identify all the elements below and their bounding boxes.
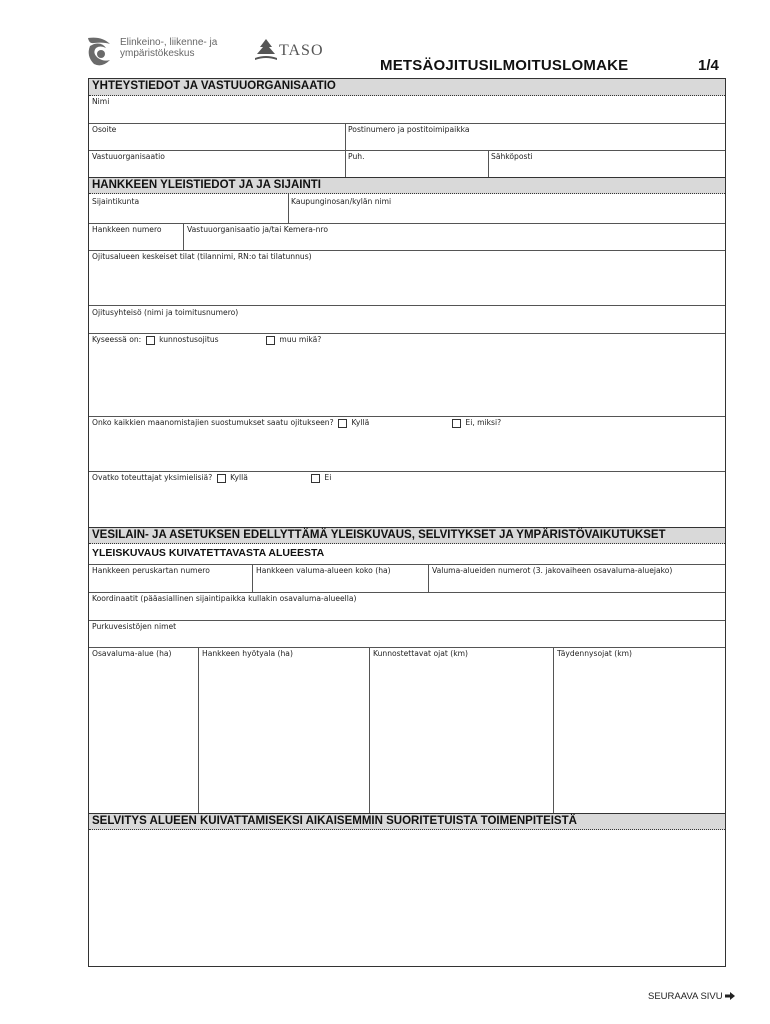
divider [89,333,725,334]
taso-logo [255,38,335,64]
section-project-title: HANKKEEN YLEISTIEDOT JA JA SIJAINTI [89,177,725,194]
ely-logo [84,34,244,70]
label-map-number: Hankkeen peruskartan numero [92,566,210,575]
label-coordinates: Koordinaatit (pääasiallinen sijaintipaikka kullakin osavaluma-alueella) [92,594,357,603]
label-catchment-size: Hankkeen valuma-alueen koko (ha) [256,566,391,575]
section-general-description-title: YLEISKUVAUS KUIVATETTAVASTA ALUEESTA [92,547,325,559]
label-district: Kaupunginosan/kylän nimi [291,197,392,206]
divider [288,194,289,223]
label-ditches-repaired: Kunnostettavat ojat (km) [373,649,468,658]
divider [89,592,725,593]
checkbox-restoration[interactable] [146,336,155,345]
label-unanimous-question: Ovatko toteuttajat yksimielisiä? [92,473,213,482]
consent-no [450,418,501,428]
ely-leaf-icon [84,34,116,68]
label-email: Sähköposti [491,152,533,161]
divider [428,564,429,592]
consent-row [92,418,369,428]
label-outlet-waters: Purkuvesistöjen nimet [92,622,177,631]
divider [183,223,184,250]
label-postal: Postinumero ja postitoimipaikka [348,125,470,134]
label-supplementary: Täydennysojat (km) [557,649,632,658]
label-consent-question: Onko kaikkien maanomistajien suostumukset saatu ojitukseen? [92,418,334,427]
divider [89,223,725,224]
label-phone: Puh. [348,152,365,161]
label-other: muu mikä? [279,335,322,344]
ely-logo-text: Elinkeino-, liikenne- ja ympäristökeskus [120,37,218,59]
label-consent-yes: Kyllä [351,418,370,427]
label-ditch-company: Ojitusyhteisö (nimi ja toimitusnumero) [92,308,239,317]
divider [553,647,554,813]
unanimous-row [92,473,248,483]
checkbox-other[interactable] [266,336,275,345]
next-page-link[interactable] [648,991,735,1002]
divider [252,564,253,592]
section-water-act-title: VESILAIN- JA ASETUKSEN EDELLYTTÄMÄ YLEISKUVAUS, SELVITYKSET JA YMPÄRISTÖVAIKUTUKSET [89,527,725,544]
checkbox-consent-yes[interactable] [338,419,347,428]
label-estates: Ojitusalueen keskeiset tilat (tilannimi, RN:o tai tilatunnus) [92,252,312,261]
label-benefit-area: Hankkeen hyötyala (ha) [202,649,293,658]
divider [89,305,725,306]
label-unanimous-yes: Kyllä [230,473,248,482]
label-address: Osoite [92,125,117,134]
divider [89,471,725,472]
label-subcatchment: Osavaluma-alue (ha) [92,649,172,658]
arrow-right-icon [725,992,735,1000]
taso-logo-text: TASO [279,42,324,59]
divider [488,150,489,177]
page-number: 1/4 [698,57,719,74]
label-org-kemera: Vastuuorganisaatio ja/tai Kemera-nro [187,225,329,234]
label-type-question: Kyseessä on: [92,335,142,344]
divider [89,150,725,151]
divider [369,647,370,813]
divider [89,123,725,124]
form [88,78,726,967]
label-consent-no: Ei, miksi? [465,418,502,427]
divider [89,250,725,251]
unanimous-no [309,473,331,483]
divider [89,620,725,621]
label-responsible-org: Vastuuorganisaatio [92,152,165,161]
label-project-number: Hankkeen numero [92,225,162,234]
section-contact-title: YHTEYSTIEDOT JA VASTUUORGANISAATIO [89,79,725,96]
next-page-label: SEURAAVA SIVU [648,991,723,1002]
divider [89,647,725,648]
checkbox-consent-no[interactable] [452,419,461,428]
label-restoration: kunnostusojitus [159,335,219,344]
divider [89,564,725,565]
label-name: Nimi [92,97,110,106]
divider [198,647,199,813]
label-catchment-numbers: Valuma-alueiden numerot (3. jakovaiheen osavaluma-aluejako) [432,566,673,575]
section-previous-measures-title: SELVITYS ALUEEN KUIVATTAMISEKSI AIKAISEMMIN SUORITETUISTA TOIMENPITEISTÄ [89,813,725,830]
checkbox-unanimous-no[interactable] [311,474,320,483]
label-municipality: Sijaintikunta [92,197,140,206]
form-title: METSÄOJITUSILMOITUSLOMAKE [380,57,629,74]
tree-icon [255,38,277,62]
divider [89,416,725,417]
label-unanimous-no: Ei [324,473,332,482]
checkbox-unanimous-yes[interactable] [217,474,226,483]
ditch-type-row [92,335,219,345]
ditch-type-other [264,335,321,345]
